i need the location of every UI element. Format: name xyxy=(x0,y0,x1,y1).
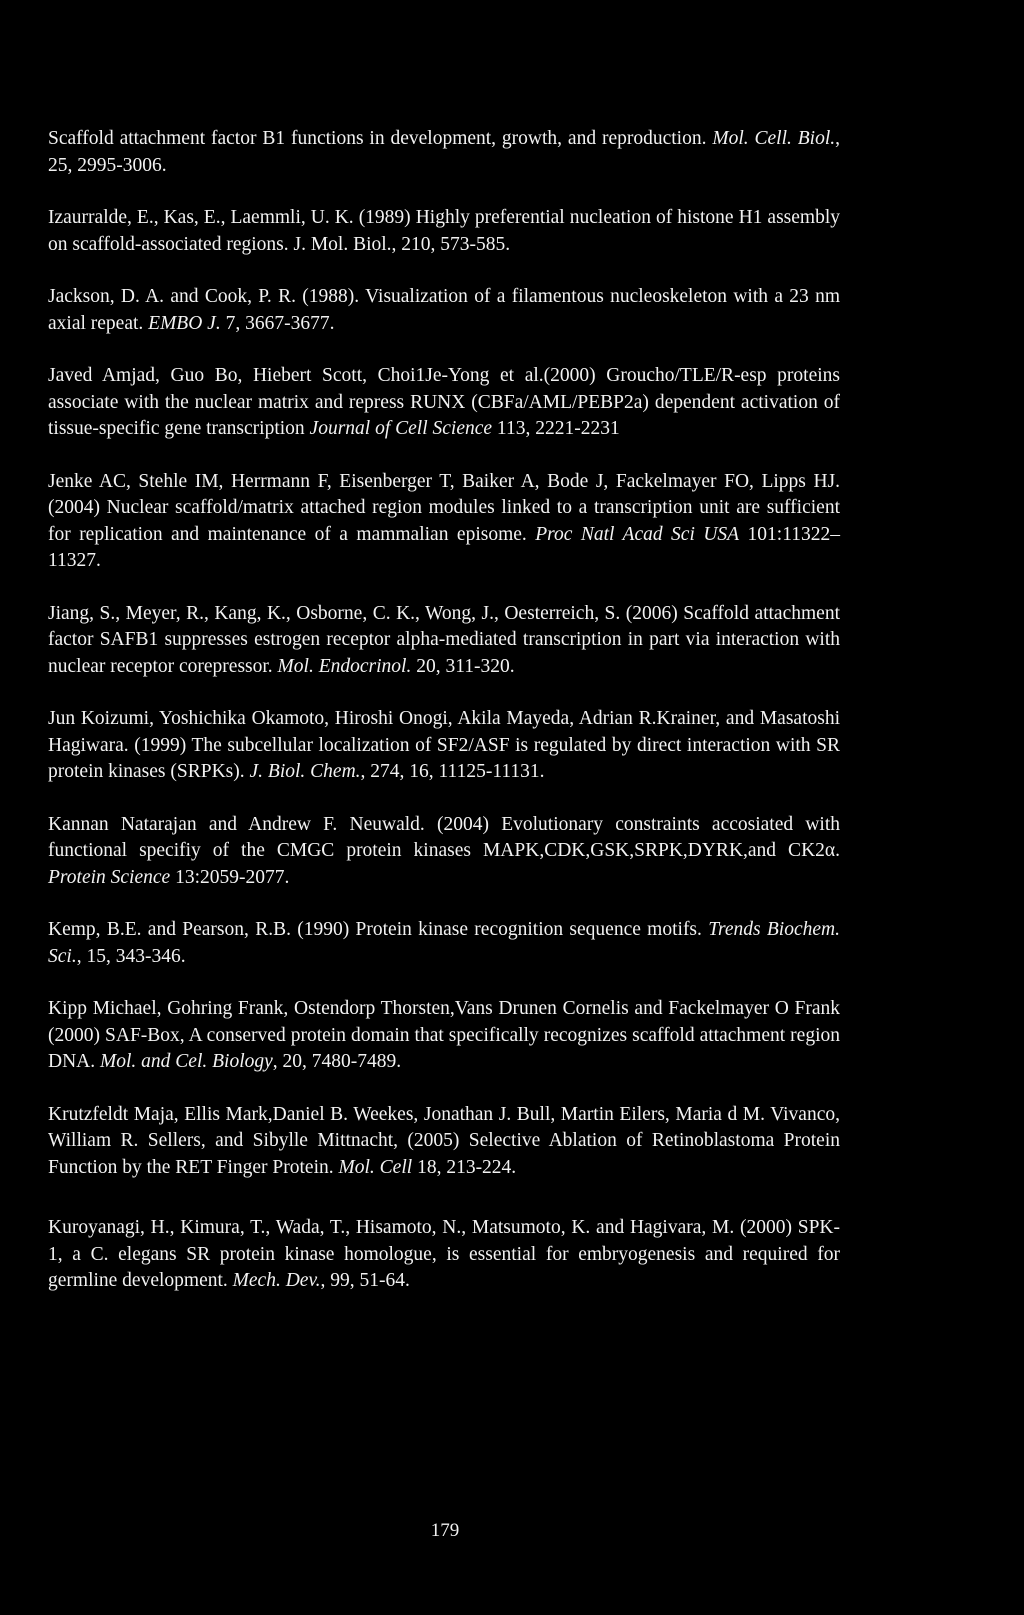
reference-entry xyxy=(48,363,840,443)
reference-text: Jenke AC, Stehle IM, Herrmann F, Eisenberger T, Baiker A, Bode J, Fackelmayer FO, Lipps HJ. (2004) Nuclear scaffold/matrix attached region modules linked to a transcription unit are sufficient for replication and maintenance of a mammalian episome. xyxy=(48,470,840,545)
reference-entry xyxy=(48,1215,840,1295)
reference-entry xyxy=(48,469,840,575)
journal-name: Trends Biochem. Sci. xyxy=(48,919,840,967)
reference-text: Scaffold attachment factor B1 functions in development, growth, and reproduction. xyxy=(48,128,713,149)
journal-name: J. Biol. Chem. xyxy=(249,761,361,782)
reference-tail: , 20, 7480-7489. xyxy=(272,1051,402,1072)
reference-tail: , 274, 16, 11125-11131. xyxy=(360,761,545,782)
reference-text: Izaurralde, E., Kas, E., Laemmli, U. K. (1989) Highly preferential nucleation of histone H1 assembly on scaffold-associated regions. J. Mol. Biol., 210, 573-585. xyxy=(48,207,840,255)
reference-tail: , 15, 343-346. xyxy=(76,945,186,967)
reference-entry xyxy=(48,1102,840,1182)
journal-name: EMBO J. xyxy=(148,312,221,334)
reference-entry xyxy=(48,706,840,786)
journal-name: Mol. Cell xyxy=(338,1156,413,1178)
journal-name: Protein Science xyxy=(48,866,171,888)
reference-tail: , 25, 2995-3006. xyxy=(48,128,840,176)
journal-name: Mol. and Cel. Biology xyxy=(100,1051,273,1072)
reference-entry xyxy=(48,917,840,970)
reference-tail: 13:2059-2077. xyxy=(170,866,290,888)
reference-text: Krutzfeldt Maja, Ellis Mark,Daniel B. Weekes, Jonathan J. Bull, Martin Eilers, Maria d M. Vivanco, William R. Sellers, and Sibylle Mittnacht, (2005) Selective Ablation of Retinoblastoma Protein Function by the RET Finger Protein. xyxy=(48,1103,840,1178)
reference-text: Kipp Michael, Gohring Frank, Ostendorp Thorsten,Vans Drunen Cornelis and Fackelmayer O Frank (2000) SAF-Box, A conserved protein domain that specifically recognizes scaffold attachment region DNA. xyxy=(48,998,840,1072)
reference-text: Kuroyanagi, H., Kimura, T., Wada, T., Hisamoto, N., Matsumoto, K. and Hagivara, M. (2000) SPK-1, a C. elegans SR protein kinase homologue, is essential for embryogenesis and required for germline development. xyxy=(48,1217,840,1291)
reference-text: Jiang, S., Meyer, R., Kang, K., Osborne, C. K., Wong, J., Oesterreich, S. (2006) Scaffold attachment factor SAFB1 suppresses estrogen receptor alpha-mediated transcription in part via interaction with nuclear receptor corepressor. xyxy=(48,602,840,677)
journal-name: Journal of Cell Science xyxy=(309,418,493,439)
reference-tail: , 99, 51-64. xyxy=(320,1270,410,1291)
reference-text: Jackson, D. A. and Cook, P. R. (1988). Visualization of a filamentous nucleoskeleton with a 23 nm axial repeat. xyxy=(48,286,840,334)
journal-name: Mol. Cell. Biol. xyxy=(712,128,836,149)
reference-tail: 7, 3667-3677. xyxy=(220,312,335,334)
reference-list xyxy=(48,126,840,1321)
page-number: 179 xyxy=(430,1520,460,1541)
reference-entry xyxy=(48,601,840,681)
reference-text: Kemp, B.E. and Pearson, R.B. (1990) Protein kinase recognition sequence motifs. xyxy=(48,919,709,940)
reference-tail: 20, 311-320. xyxy=(411,655,515,677)
journal-name: Mech. Dev. xyxy=(232,1270,321,1291)
reference-text: Jun Koizumi, Yoshichika Okamoto, Hiroshi Onogi, Akila Mayeda, Adrian R.Krainer, and Masatoshi Hagiwara. (1999) The subcellular localization of SF2/ASF is regulated by direct interaction with SR protein kinases (SRPKs). xyxy=(48,708,840,782)
reference-tail: 18, 213-224. xyxy=(412,1156,517,1178)
reference-text: Kannan Natarajan and Andrew F. Neuwald. (2004) Evolutionary constraints accosiated with functional specifiy of the CMGC protein kinases MAPK,CDK,GSK,SRPK,DYRK,and CK2α. xyxy=(48,813,840,861)
reference-entry xyxy=(48,996,840,1076)
reference-tail: 113, 2221-2231 xyxy=(492,418,620,439)
reference-entry xyxy=(48,812,840,892)
reference-text: Javed Amjad, Guo Bo, Hiebert Scott, Choi1Je-Yong et al.(2000) Groucho/TLE/R-esp proteins associate with the nuclear matrix and repress RUNX (CBFa/AML/PEBP2a) dependent activation of tissue-specific gene transcription xyxy=(48,365,840,439)
reference-entry xyxy=(48,205,840,258)
reference-entry xyxy=(48,126,840,179)
reference-tail: 101:11322–11327. xyxy=(48,523,840,571)
journal-name: Mol. Endocrinol. xyxy=(277,655,412,677)
reference-entry xyxy=(48,284,840,337)
journal-name: Proc Natl Acad Sci USA xyxy=(535,523,740,545)
